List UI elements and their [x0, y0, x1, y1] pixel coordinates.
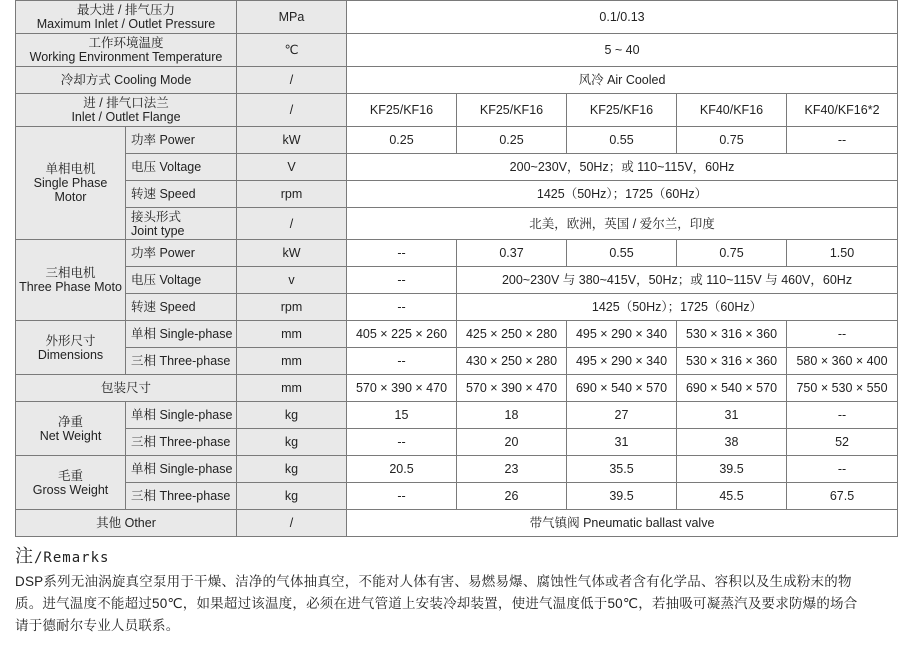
- value-cell: 0.55: [567, 240, 677, 267]
- value-cell-merged: 0.1/0.13: [347, 1, 898, 34]
- spec-row: [16, 181, 898, 208]
- sub-label: 功率 Power: [126, 127, 237, 154]
- value-cell: 38: [677, 429, 787, 456]
- value-cell: KF25/KF16: [567, 94, 677, 127]
- value-cell: 0.55: [567, 127, 677, 154]
- sub-label: 电压 Voltage: [126, 267, 237, 294]
- value-cell: 31: [567, 429, 677, 456]
- value-cell-merged: 5 ~ 40: [347, 34, 898, 67]
- unit-cell: rpm: [237, 294, 347, 321]
- unit-cell: kg: [237, 429, 347, 456]
- value-cell-merged: 带气镇阀 Pneumatic ballast valve: [347, 510, 898, 537]
- spec-row: [16, 67, 898, 94]
- remarks-section: [15, 544, 910, 637]
- value-cell: 45.5: [677, 483, 787, 510]
- row-label: 最大进 / 排气压力 Maximum Inlet / Outlet Pressure: [16, 1, 237, 34]
- value-cell: 20.5: [347, 456, 457, 483]
- value-cell: 530 × 316 × 360: [677, 321, 787, 348]
- value-cell: --: [787, 456, 898, 483]
- remarks-body: [15, 571, 910, 637]
- spec-row: [16, 294, 898, 321]
- value-cell: 570 × 390 × 470: [347, 375, 457, 402]
- remarks-line: 质。进气温度不能超过50℃，如果超过该温度，必须在进气管道上安装冷却装置，使进气温度低于50℃，若抽吸可凝蒸汽及要求防爆的场合: [15, 596, 858, 611]
- value-cell: 690 × 540 × 570: [567, 375, 677, 402]
- unit-cell: V: [237, 154, 347, 181]
- value-cell-merged: 200~230V，50Hz；或 110~115V，60Hz: [347, 154, 898, 181]
- row-label: 工作环境温度 Working Environment Temperature: [16, 34, 237, 67]
- value-cell: 425 × 250 × 280: [457, 321, 567, 348]
- spec-row: [16, 127, 898, 154]
- spec-row: [16, 483, 898, 510]
- value-cell: --: [787, 321, 898, 348]
- spec-row: [16, 267, 898, 294]
- value-cell: 530 × 316 × 360: [677, 348, 787, 375]
- unit-cell: /: [237, 510, 347, 537]
- group-label: 三相电机 Three Phase Moto: [16, 240, 126, 321]
- spec-row: [16, 208, 898, 240]
- value-cell: 1.50: [787, 240, 898, 267]
- spec-row: [16, 375, 898, 402]
- value-cell: 570 × 390 × 470: [457, 375, 567, 402]
- spec-row: [16, 348, 898, 375]
- value-cell-merged: 1425（50Hz）；1725（60Hz）: [457, 294, 898, 321]
- value-cell: 23: [457, 456, 567, 483]
- spec-row: [16, 1, 898, 34]
- value-cell: 0.75: [677, 240, 787, 267]
- sub-label: 三相 Three-phase: [126, 483, 237, 510]
- spec-row: [16, 154, 898, 181]
- value-cell: KF25/KF16: [347, 94, 457, 127]
- sub-label: 单相 Single-phase: [126, 402, 237, 429]
- group-label: 毛重 Gross Weight: [16, 456, 126, 510]
- row-label: 其他 Other: [16, 510, 237, 537]
- value-cell: 750 × 530 × 550: [787, 375, 898, 402]
- spec-row: [16, 94, 898, 127]
- value-cell: 0.75: [677, 127, 787, 154]
- remarks-line: 请于德耐尔专业人员联系。: [15, 618, 180, 633]
- row-label: 冷却方式 Cooling Mode: [16, 67, 237, 94]
- value-cell-merged: 1425（50Hz）；1725（60Hz）: [347, 181, 898, 208]
- value-cell: --: [787, 127, 898, 154]
- value-cell: --: [347, 240, 457, 267]
- value-cell: --: [347, 429, 457, 456]
- unit-cell: kW: [237, 127, 347, 154]
- remarks-title-cn: 注: [15, 546, 34, 566]
- value-cell: 67.5: [787, 483, 898, 510]
- value-cell: 0.25: [347, 127, 457, 154]
- group-label: 外形尺寸 Dimensions: [16, 321, 126, 375]
- value-cell: 31: [677, 402, 787, 429]
- unit-cell: kg: [237, 402, 347, 429]
- sub-label: 转速 Speed: [126, 181, 237, 208]
- value-cell: --: [347, 483, 457, 510]
- value-cell: 0.37: [457, 240, 567, 267]
- remarks-title: [15, 544, 910, 570]
- value-cell: 0.25: [457, 127, 567, 154]
- unit-cell: /: [237, 94, 347, 127]
- unit-cell: ℃: [237, 34, 347, 67]
- value-cell: 27: [567, 402, 677, 429]
- sub-label: 单相 Single-phase: [126, 456, 237, 483]
- value-cell-merged: 200~230V 与 380~415V，50Hz；或 110~115V 与 460V，60Hz: [457, 267, 898, 294]
- value-cell: 15: [347, 402, 457, 429]
- value-cell: 35.5: [567, 456, 677, 483]
- sub-label: 单相 Single-phase: [126, 321, 237, 348]
- unit-cell: /: [237, 67, 347, 94]
- sub-label: 三相 Three-phase: [126, 348, 237, 375]
- sub-label: 电压 Voltage: [126, 154, 237, 181]
- spec-row: [16, 34, 898, 67]
- remarks-title-en: /Remarks: [34, 550, 110, 566]
- unit-cell: MPa: [237, 1, 347, 34]
- unit-cell: v: [237, 267, 347, 294]
- unit-cell: rpm: [237, 181, 347, 208]
- value-cell: KF40/KF16: [677, 94, 787, 127]
- value-cell: 690 × 540 × 570: [677, 375, 787, 402]
- value-cell: --: [347, 294, 457, 321]
- row-label: 进 / 排气口法兰 Inlet / Outlet Flange: [16, 94, 237, 127]
- value-cell: 39.5: [677, 456, 787, 483]
- group-label: 单相电机 Single Phase Motor: [16, 127, 126, 240]
- unit-cell: /: [237, 208, 347, 240]
- value-cell: --: [787, 402, 898, 429]
- value-cell: 18: [457, 402, 567, 429]
- unit-cell: mm: [237, 321, 347, 348]
- value-cell-merged: 风冷 Air Cooled: [347, 67, 898, 94]
- group-label: 净重 Net Weight: [16, 402, 126, 456]
- unit-cell: kg: [237, 483, 347, 510]
- unit-cell: kg: [237, 456, 347, 483]
- value-cell: KF25/KF16: [457, 94, 567, 127]
- value-cell: 52: [787, 429, 898, 456]
- unit-cell: kW: [237, 240, 347, 267]
- value-cell: 580 × 360 × 400: [787, 348, 898, 375]
- sub-label: 功率 Power: [126, 240, 237, 267]
- spec-row: [16, 456, 898, 483]
- unit-cell: mm: [237, 348, 347, 375]
- spec-row: [16, 321, 898, 348]
- remarks-line: DSP系列无油涡旋真空泵用于干燥、洁净的气体抽真空，不能对人体有害、易燃易爆、腐蚀性气体或者含有化学品、容积以及生成粉末的物: [15, 574, 852, 589]
- value-cell: 26: [457, 483, 567, 510]
- unit-cell: mm: [237, 375, 347, 402]
- value-cell: --: [347, 267, 457, 294]
- spec-row: [16, 429, 898, 456]
- value-cell: --: [347, 348, 457, 375]
- spec-row: [16, 240, 898, 267]
- value-cell: KF40/KF16*2: [787, 94, 898, 127]
- sub-label: 转速 Speed: [126, 294, 237, 321]
- value-cell-merged: 北美，欧洲，英国 / 爱尔兰，印度: [347, 208, 898, 240]
- value-cell: 495 × 290 × 340: [567, 321, 677, 348]
- spec-row: [16, 402, 898, 429]
- spec-row: [16, 510, 898, 537]
- row-label: 包装尺寸: [16, 375, 237, 402]
- sub-label: 接头形式 Joint type: [126, 208, 237, 240]
- spec-table: [15, 0, 898, 537]
- sub-label: 三相 Three-phase: [126, 429, 237, 456]
- value-cell: 430 × 250 × 280: [457, 348, 567, 375]
- value-cell: 20: [457, 429, 567, 456]
- value-cell: 39.5: [567, 483, 677, 510]
- value-cell: 405 × 225 × 260: [347, 321, 457, 348]
- value-cell: 495 × 290 × 340: [567, 348, 677, 375]
